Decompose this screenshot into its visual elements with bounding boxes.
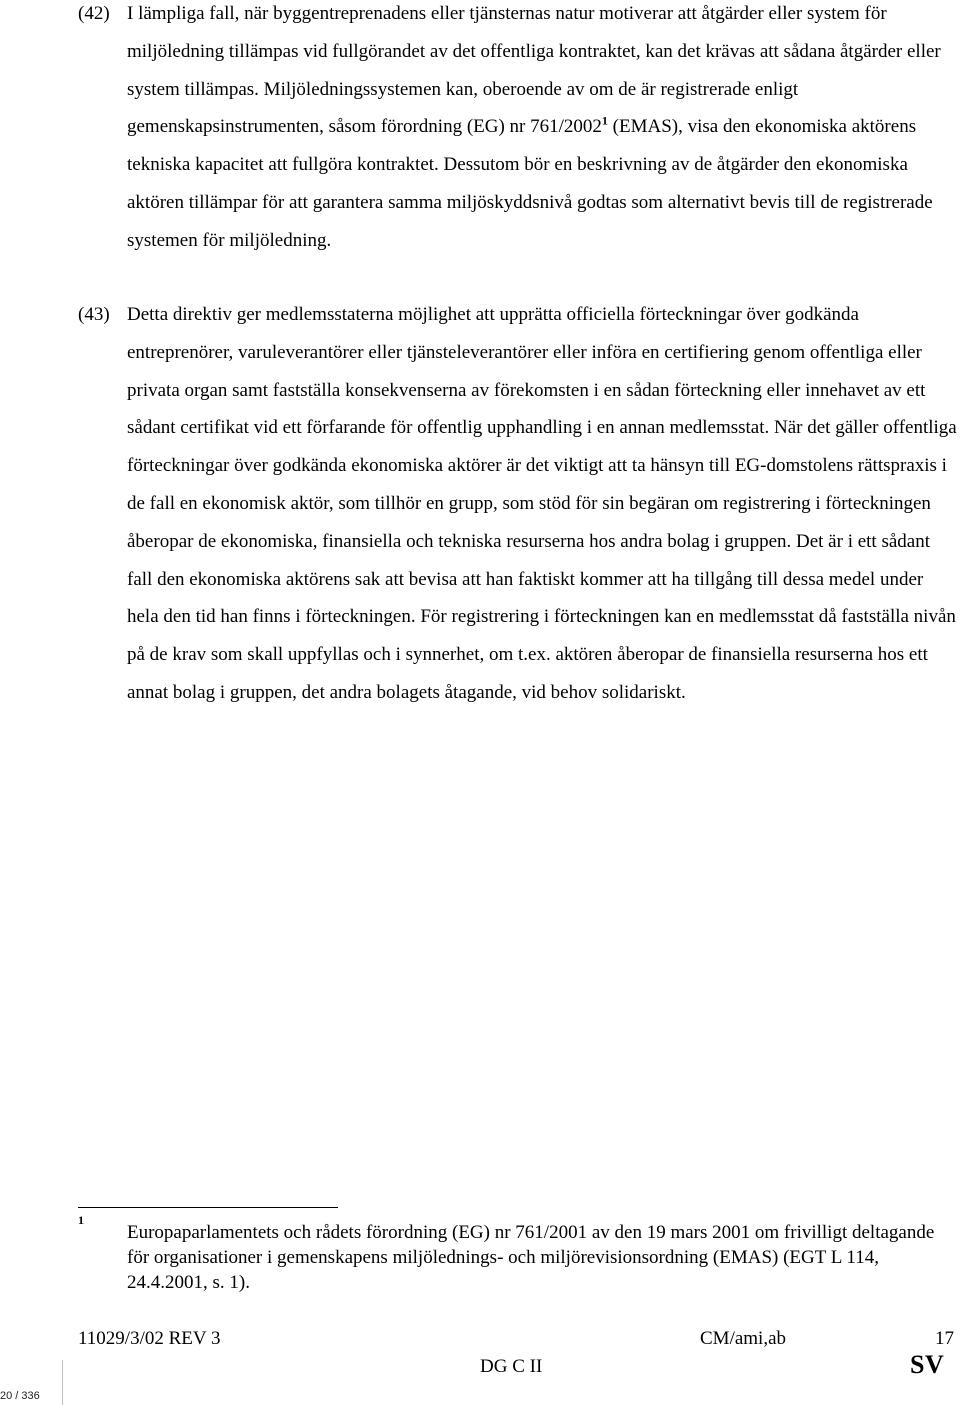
paragraph-number: (43) xyxy=(78,304,110,325)
footer-doc-ref: 11029/3/02 REV 3 xyxy=(78,1328,221,1349)
footnote-separator xyxy=(78,1207,338,1208)
footnote-mark: 1 xyxy=(78,1213,84,1227)
viewer-page-counter: 20 / 336 xyxy=(0,1390,40,1402)
footer-directorate: DG C II xyxy=(480,1356,543,1377)
footnote-reference[interactable]: 1 xyxy=(601,114,608,129)
paragraph-text xyxy=(127,0,957,260)
footer-language: SV xyxy=(910,1350,945,1379)
footer-page-number: 17 xyxy=(935,1328,954,1349)
footer-initials: CM/ami,ab xyxy=(700,1328,787,1349)
page-edge-line xyxy=(62,1360,63,1405)
paragraph-text-part: I lämpliga fall, när byggentreprenadens eller tjänsternas natur motiverar att åtgärder eller system för miljöledning tillämpas vid fullgörandet av det offentliga kontraktet, kan det krävas att sådana åtgärder eller system tillämpas. Miljöledningssystemen kan, oberoende av om de är registrerade enligt gemenskapsinstrumenten, såsom förordning (EG) nr 761/2002 xyxy=(127,3,941,138)
paragraph-number: (42) xyxy=(78,3,110,24)
paragraph-text: Detta direktiv ger medlemsstaterna möjlighet att upprätta officiella förteckningar över godkända entreprenörer, varuleverantörer eller tjänsteleverantörer eller införa en certifiering genom offentliga eller privata organ samt fastställa konsekvenserna av förekomsten i en sådan förteckning eller innehavet av ett sådant certifikat vid ett förfarande för offentlig upphandling i en annan medlemsstat. När det gäller offentliga förteckningar över godkända ekonomiska aktörer är det viktigt att ta hänsyn till EG-domstolens rättspraxis i de fall en ekonomisk aktör, som tillhör en grupp, som stöd för sin begäran om registrering i förteckningen åberopar de ekonomiska, finansiella och tekniska resurserna hos andra bolag i gruppen. Det är i ett sådant fall den ekonomiska aktörens sak att bevisa att han faktiskt kommer att ha tillgång till dessa medel under hela den tid han finns i förteckningen. För registrering i förteckningen kan en medlemsstat då fastställa nivån på de krav som skall uppfyllas och i synnerhet, om t.ex. aktören åberopar de finansiella resurserna hos ett annat bolag i gruppen, det andra bolagets åtagande, vid behov solidariskt. xyxy=(127,304,957,703)
paragraph-text-part: (EMAS), visa den ekonomiska aktörens tekniska kapacitet att fullgöra kontraktet. Dessutom bör en beskrivning av de åtgärder den ekonomiska aktören tillämpar för att garantera samma miljöskyddsnivå godtas som alternativt bevis till de registrerade systemen för miljöledning. xyxy=(127,116,933,251)
footnote-text: Europaparlamentets och rådets förordning (EG) nr 761/2001 av den 19 mars 2001 om frivilligt deltagande för organisationer i gemenskapens miljölednings- och miljörevisionsordning (EMAS) (EGT L 114, 24.4.2001, s. 1). xyxy=(127,1222,935,1293)
